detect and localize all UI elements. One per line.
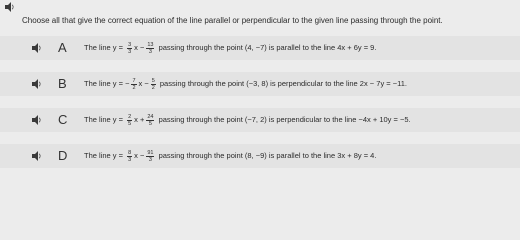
answer-options: [0, 36, 520, 180]
text-post: passing through the point (−3, 8) is perpendicular to the line 2x − 7y = −11.: [157, 79, 407, 88]
option-letter: D: [58, 148, 68, 163]
denominator: 3: [148, 156, 152, 163]
text-mid: x −: [134, 151, 145, 160]
text-pre: The line y =: [84, 151, 126, 160]
denominator: 3: [128, 48, 132, 55]
speaker-icon[interactable]: [32, 43, 44, 53]
option-text: [84, 75, 407, 93]
denominator: 5: [128, 120, 132, 127]
text-mid: x −: [134, 43, 145, 52]
denominator: 3: [128, 156, 132, 163]
fraction: [146, 42, 154, 55]
fraction: [127, 150, 132, 163]
speaker-icon[interactable]: [32, 79, 44, 89]
option-letter: B: [58, 76, 67, 91]
fraction: [127, 114, 132, 127]
question-prompt: Choose all that give the correct equation of the line parallel or perpendicular to the given line passing through the point.: [22, 16, 443, 25]
speaker-icon[interactable]: [5, 2, 17, 12]
option-text: [84, 147, 376, 165]
numerator: 8: [128, 149, 132, 156]
denominator: 2: [151, 84, 155, 91]
fraction: [127, 42, 132, 55]
text-post: passing through the point (−7, 2) is perpendicular to the line −4x + 10y = −5.: [156, 115, 411, 124]
numerator: 7: [132, 77, 136, 84]
numerator: 91: [147, 149, 154, 156]
numerator: 2: [128, 113, 132, 120]
option-text: [84, 39, 376, 57]
option-c[interactable]: [0, 108, 520, 132]
numerator: 5: [151, 77, 155, 84]
text-mid: x +: [134, 115, 145, 124]
speaker-icon[interactable]: [32, 115, 44, 125]
option-letter: C: [58, 112, 68, 127]
option-text: [84, 111, 411, 129]
text-post: passing through the point (8, −9) is parallel to the line 3x + 8y = 4.: [156, 151, 377, 160]
numerator: 3: [128, 41, 132, 48]
option-letter: A: [58, 40, 67, 55]
text-post: passing through the point (4, −7) is parallel to the line 4x + 6y = 9.: [156, 43, 377, 52]
numerator: 24: [147, 113, 154, 120]
text-pre: The line y = −: [84, 79, 130, 88]
denominator: 5: [148, 120, 152, 127]
option-b[interactable]: [0, 72, 520, 96]
denominator: 3: [148, 48, 152, 55]
text-pre: The line y =: [84, 43, 126, 52]
text-pre: The line y =: [84, 115, 126, 124]
fraction: [151, 78, 156, 91]
numerator: 13: [147, 41, 154, 48]
fraction: [146, 150, 154, 163]
option-d[interactable]: [0, 144, 520, 168]
option-a[interactable]: [0, 36, 520, 60]
fraction: [131, 78, 136, 91]
speaker-icon[interactable]: [32, 151, 44, 161]
text-mid: x −: [138, 79, 149, 88]
fraction: [146, 114, 154, 127]
denominator: 2: [132, 84, 136, 91]
